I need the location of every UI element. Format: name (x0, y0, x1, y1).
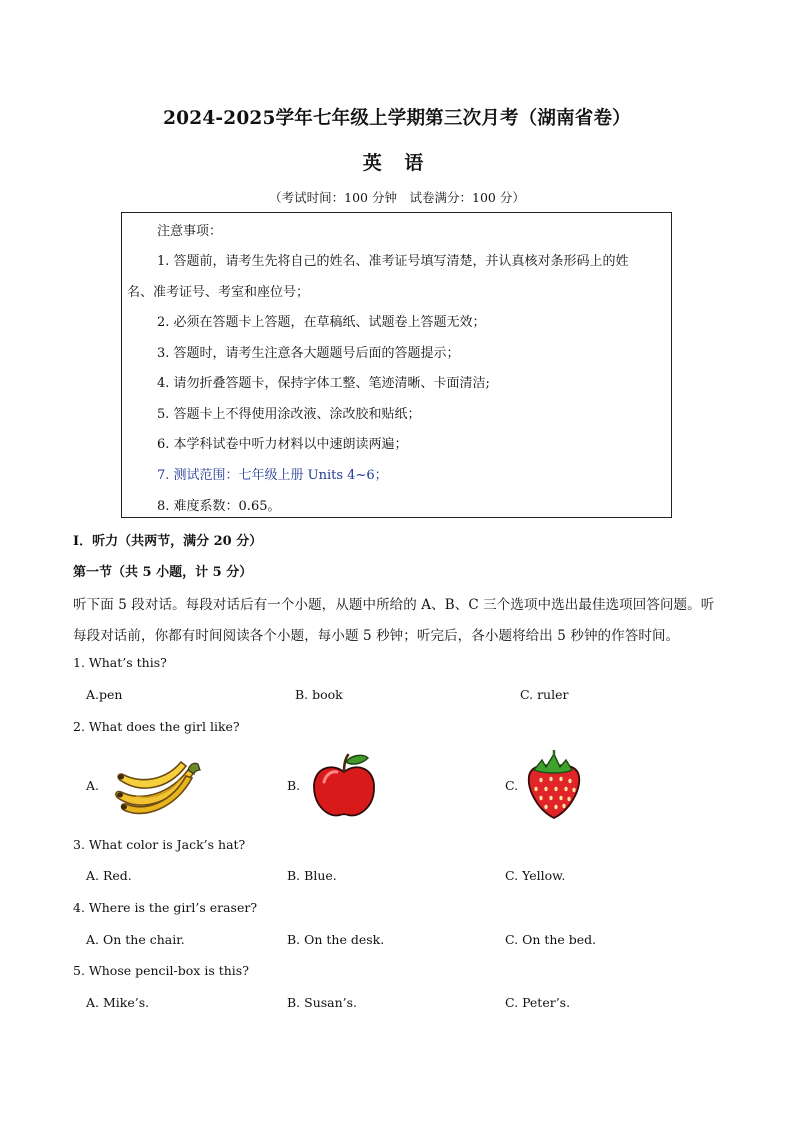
question-stem: 1. What’s this? (73, 655, 167, 670)
instructions-line: 听下面 5 段对话。每段对话后有一个小题，从题中所给的 A、B、C 三个选项中选出最佳选项回答问题。听 (73, 597, 715, 613)
option-a: A. On the chair. (86, 932, 185, 947)
question-stem: 4. Where is the girl’s eraser? (73, 900, 258, 915)
option-a: A.pen (86, 687, 123, 702)
question-stem: 5. Whose pencil-box is this? (73, 963, 249, 978)
option-b: B. book (295, 687, 343, 702)
option-a: A. Mike’s. (86, 995, 150, 1010)
notice-item: 6. 本学科试卷中听力材料以中速朗读两遍； (157, 437, 408, 452)
section1-heading: 第一节（共 5 小题，计 5 分） (73, 565, 253, 580)
option-c: C. On the bed. (505, 932, 597, 947)
strawberry-icon (524, 750, 584, 822)
option-a: A. Red. (86, 868, 132, 883)
notice-item: 4. 请勿折叠答题卡，保持字体工整、笔迹清晰、卡面清洁; (157, 376, 490, 391)
notice-item: 1. 答题前，请考生先将自己的姓名、准考证号填写清楚，并认真核对条形码上的姓 (157, 254, 629, 269)
option-a: A. (86, 778, 100, 793)
part1-heading: I．听力（共两节，满分 20 分） (73, 534, 263, 549)
notice-item: 7. 测试范围：七年级上册 Units 4~6； (157, 468, 388, 483)
option-c: C. (505, 778, 519, 793)
question-stem: 3. What color is Jack’s hat? (73, 837, 246, 852)
question-stem: 2. What does the girl like? (73, 719, 240, 734)
option-b: B. (287, 778, 301, 793)
option-c: C. ruler (520, 687, 569, 702)
notice-heading: 注意事项： (157, 224, 223, 239)
notice-item: 2. 必须在答题卡上答题，在草稿纸、试题卷上答题无效； (157, 315, 486, 330)
notice-item: 5. 答题卡上不得使用涂改液、涂改胶和贴纸； (157, 407, 421, 422)
apple-icon (310, 752, 378, 820)
notice-item: 名、准考证号、考室和座位号； (127, 285, 310, 300)
option-b: B. On the desk. (287, 932, 385, 947)
exam-info: （考试时间：100 分钟 试卷满分：100 分） (269, 190, 525, 205)
banana-icon (106, 750, 202, 820)
option-c: C. Peter’s. (505, 995, 571, 1010)
option-b: B. Blue. (287, 868, 337, 883)
page-title: 2024-2025学年七年级上学期第三次月考（湖南省卷） (163, 108, 631, 129)
notice-item: 3. 答题时，请考生注意各大题题号后面的答题提示； (157, 346, 460, 361)
option-b: B. Susan’s. (287, 995, 358, 1010)
instructions-line: 每段对话前，你都有时间阅读各个小题，每小题 5 秒钟；听完后，各小题将给出 5 秒钟的作答时间。 (73, 628, 680, 644)
notice-item: 8. 难度系数：0.65。 (157, 499, 281, 514)
subject-title: 英 语 (362, 152, 432, 174)
option-c: C. Yellow. (505, 868, 566, 883)
notice-box (121, 212, 672, 518)
